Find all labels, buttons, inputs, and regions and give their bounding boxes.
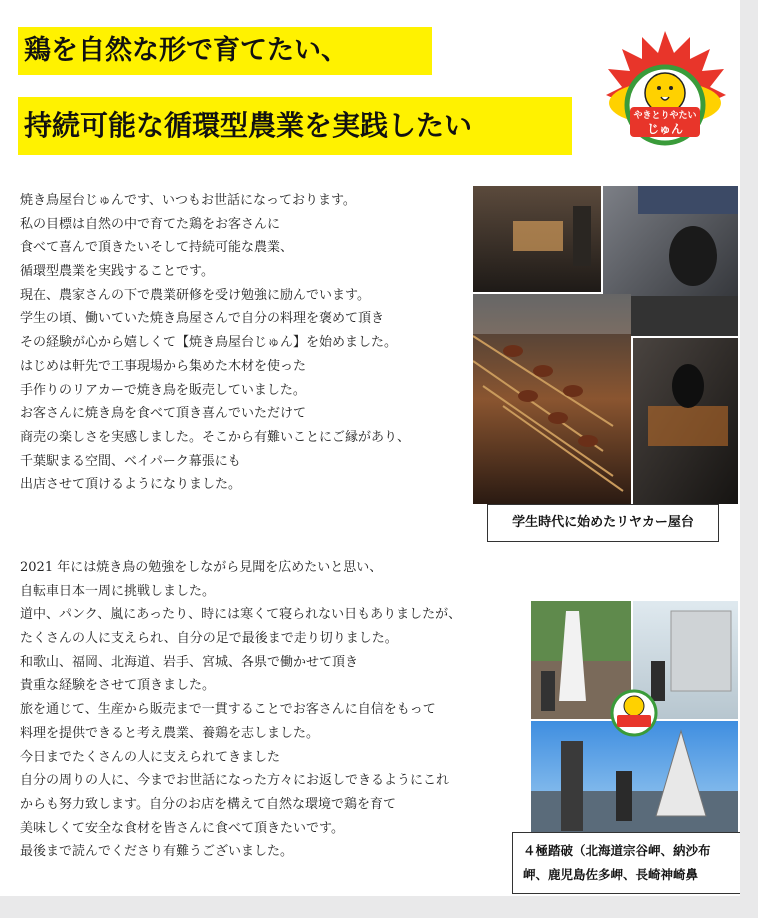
- yatai-cart-photo-collage: [473, 186, 738, 504]
- text-line: 手作りのリアカーで焼き鳥を販売していました。: [20, 382, 306, 398]
- text-line: 2021 年には焼き鳥の勉強をしながら見聞を広めたいと思い、: [20, 560, 383, 575]
- text-line: 旅を通じて、生産から販売まで一貫することでお客さんに自信をもって: [20, 702, 436, 718]
- text-line: 美味しくて安全な食材を皆さんに食べて頂きたいです。: [20, 820, 344, 836]
- photo-caption-yatai: 学生時代に始めたリヤカー屋台: [487, 504, 719, 542]
- text-line: 現在、農家さんの下で農業研修を受け勉強に励んでいます。: [20, 287, 370, 303]
- headline-line-2: 持続可能な循環型農業を実践したい: [18, 97, 572, 155]
- caption-line: 岬、鹿児島佐多岬、長崎神崎鼻: [523, 867, 699, 882]
- text-line: 出店させて頂けるようになりました。: [20, 477, 242, 493]
- four-capes-photo-collage: [531, 601, 738, 838]
- flaming-chicken-mascot-icon: [598, 25, 732, 151]
- text-line: 私の目標は自然の中で育てた鶏をお客さんに: [20, 216, 281, 232]
- text-line: 最後まで読んでくださり有難うございました。: [20, 844, 294, 860]
- text-line: からも努力致します。自分のお店を構えて自然な環境で鶏を育て: [20, 796, 396, 812]
- logo-text-bottom: じゅん: [646, 122, 684, 136]
- yakitori-yatai-jun-logo: [598, 25, 732, 151]
- text-line: はじめは軒先で工事現場から集めた木材を使った: [20, 358, 307, 374]
- intro-paragraph: [20, 189, 410, 497]
- text-line: 循環型農業を実践することです。: [20, 264, 214, 280]
- text-line: 今日までたくさんの人に支えられてきました: [20, 749, 281, 765]
- headline-line-1: 鶏を自然な形で育てたい、: [18, 27, 432, 75]
- text-line: 焼き鳥屋台じゅんです、いつもお世話になっております。: [20, 193, 356, 208]
- text-line: 道中、パンク、嵐にあったり、時には寒くて寝られない日もありましたが、: [20, 607, 462, 623]
- text-line: たくさんの人に支えられ、自分の足で最後まで走り切りました。: [20, 631, 398, 647]
- text-line: その経験が心から嬉しくて【焼き鳥屋台じゅん】を始めました。: [20, 335, 398, 351]
- text-line: 学生の頃、働いていた焼き鳥屋さんで自分の料理を褒めて頂き: [20, 311, 385, 327]
- photo-caption-four-capes: [512, 832, 740, 894]
- text-line: 千葉駅まる空間、ベイパーク幕張にも: [20, 453, 241, 469]
- text-line: 和歌山、福岡、北海道、岩手、宮城、各県で働かせて頂き: [20, 654, 359, 670]
- text-line: 食べて喜んで頂きたいそして持続可能な農業、: [20, 240, 294, 256]
- text-line: 商売の楽しさを実感しました。そこから有難いことにご縁があり、: [20, 429, 411, 445]
- text-line: 料理を提供できると考え農業、養鶏を志しました。: [20, 725, 320, 741]
- logo-text-top: やきとりやたい: [633, 111, 697, 121]
- text-line: 自分の周りの人に、今までお世話になった方々にお返しできるようにこれ: [20, 773, 450, 789]
- caption-line: ４極踏破（北海道宗谷岬、納沙布: [523, 843, 711, 858]
- text-line: 貴重な経験をさせて頂きました。: [20, 678, 216, 694]
- text-line: 自転車日本一周に挑戦しました。: [20, 583, 216, 599]
- text-line: お客さんに焼き鳥を食べて頂き喜んでいただけて: [20, 406, 307, 422]
- journey-paragraph: [20, 556, 461, 864]
